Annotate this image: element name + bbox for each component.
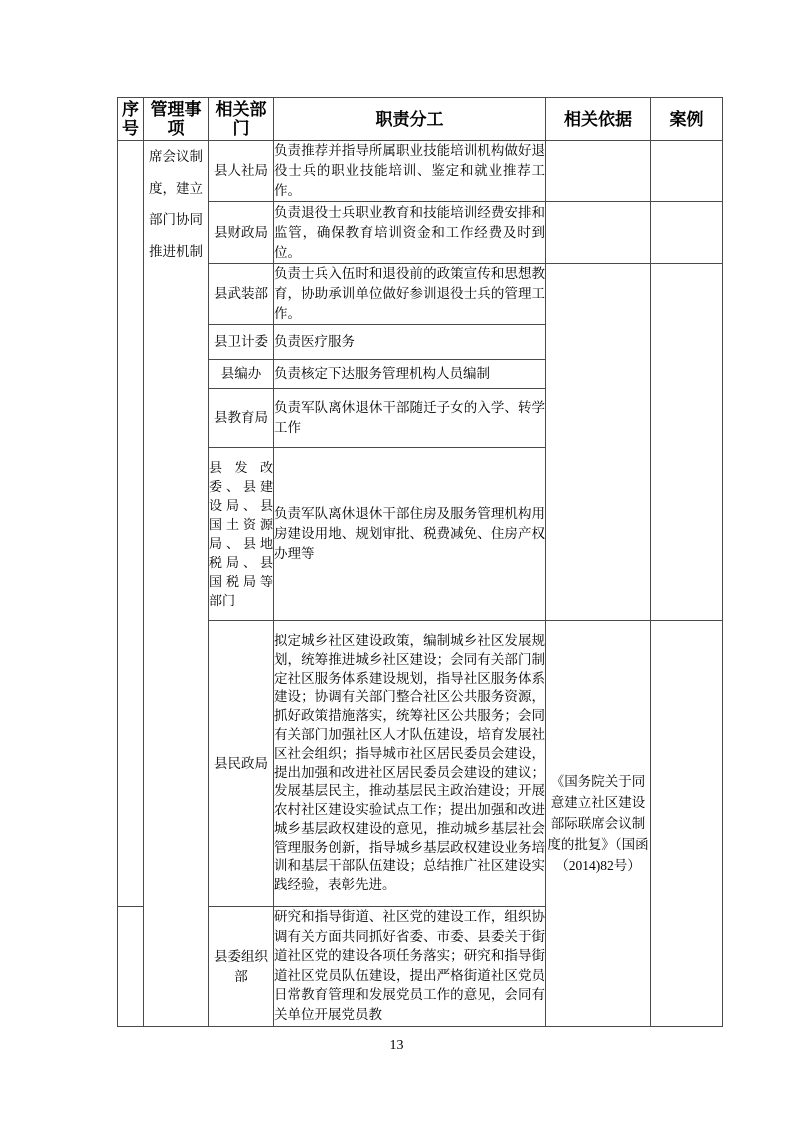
dept-cell: 县委组织部 xyxy=(209,907,274,1027)
serial-cell xyxy=(118,907,144,1027)
column-header-case: 案例 xyxy=(651,98,723,141)
duty-cell: 负责军队离休退休干部住房及服务管理机构用房建设用地、规划审批、税费减免、住房产权办理等 xyxy=(274,448,546,621)
duty-cell: 负责医疗服务 xyxy=(274,325,546,360)
basis-cell: 《国务院关于同意建立社区建设部际联席会议制度的批复》（国函（2014)82号） xyxy=(546,621,651,1027)
dept-cell: 县武装部 xyxy=(209,264,274,325)
case-cell xyxy=(651,264,723,621)
column-header-management-item: 管理事项 xyxy=(144,98,209,141)
dept-cell xyxy=(209,448,274,621)
case-cell xyxy=(651,202,723,264)
responsibility-table xyxy=(117,97,723,1027)
dept-cell: 县教育局 xyxy=(209,389,274,448)
dept-cell: 县财政局 xyxy=(209,202,274,264)
case-cell xyxy=(651,141,723,202)
duty-cell: 负责军队离休退休干部随迁子女的入学、转学工作 xyxy=(274,389,546,448)
serial-cell xyxy=(118,141,144,907)
dept-cell: 县卫计委 xyxy=(209,325,274,360)
duty-cell: 负责推荐并指导所属职业技能培训机构做好退役士兵的职业技能培训、鉴定和就业推荐工作。 xyxy=(274,141,546,202)
duty-cell xyxy=(274,621,546,907)
header-row xyxy=(118,98,723,141)
duty-text: 研究和指导街道、社区党的建设工作，组织协调有关方面共同抓好省委、市委、县委关于街道社区党的建设各项任务落实；研究和指导街道社区党员队伍建设，提出严格街道社区党员日常教育管理和发展党员工作的意见，会同有关单位开展党员教 xyxy=(274,909,545,1022)
dept-cell: 县编办 xyxy=(209,360,274,389)
duty-cell: 负责核定下达服务管理机构人员编制 xyxy=(274,360,546,389)
column-header-basis: 相关依据 xyxy=(546,98,651,141)
column-header-department: 相关部门 xyxy=(209,98,274,141)
column-header-duties: 职责分工 xyxy=(274,98,546,141)
management-item-cell: 席会议制度，建立部门协同推进机制 xyxy=(144,141,209,1027)
dept-cell: 县人社局 xyxy=(209,141,274,202)
case-cell xyxy=(651,621,723,1027)
table-row xyxy=(118,621,723,907)
dept-text: 县发改委、县建设局、县国土资源局、县地税局、县国税局等部门 xyxy=(209,460,273,608)
table-row xyxy=(118,264,723,325)
table-row xyxy=(118,202,723,264)
basis-cell xyxy=(546,141,651,202)
table-row xyxy=(118,141,723,202)
basis-cell xyxy=(546,264,651,621)
basis-cell xyxy=(546,202,651,264)
duty-cell: 负责退役士兵职业教育和技能培训经费安排和监管，确保教育培训资金和工作经费及时到位。 xyxy=(274,202,546,264)
duty-cell xyxy=(274,907,546,1027)
column-header-serial: 序号 xyxy=(118,98,144,141)
duty-text: 拟定城乡社区建设政策，编制城乡社区发展规划，统筹推进城乡社区建设；会同有关部门制定社区服务体系建设规划，指导社区服务体系建设；协调有关部门整合社区公共服务资源，抓好政策措施落实，统筹社区公共服务；会同有关部门加强社区人才队伍建设，培育发展社区社会组织；指导城市社区居民委员会建设，提出加强和改进社区居民委员会建设的建议；发展基层民主，推动基层民主政治建设；开展农村社区建设实验试点工作；提出加强和改进城乡基层政权建设的意见，推动城乡基层社会管理服务创新，指导城乡基层政权建设业务培训和基层干部队伍建设；总结推广社区建设实践经验，表彰先进。 xyxy=(274,632,545,893)
dept-cell: 县民政局 xyxy=(209,621,274,907)
page-number: 13 xyxy=(389,1038,404,1053)
duty-cell: 负责士兵入伍时和退役前的政策宣传和思想教育，协助承训单位做好参训退役士兵的管理工作。 xyxy=(274,264,546,325)
